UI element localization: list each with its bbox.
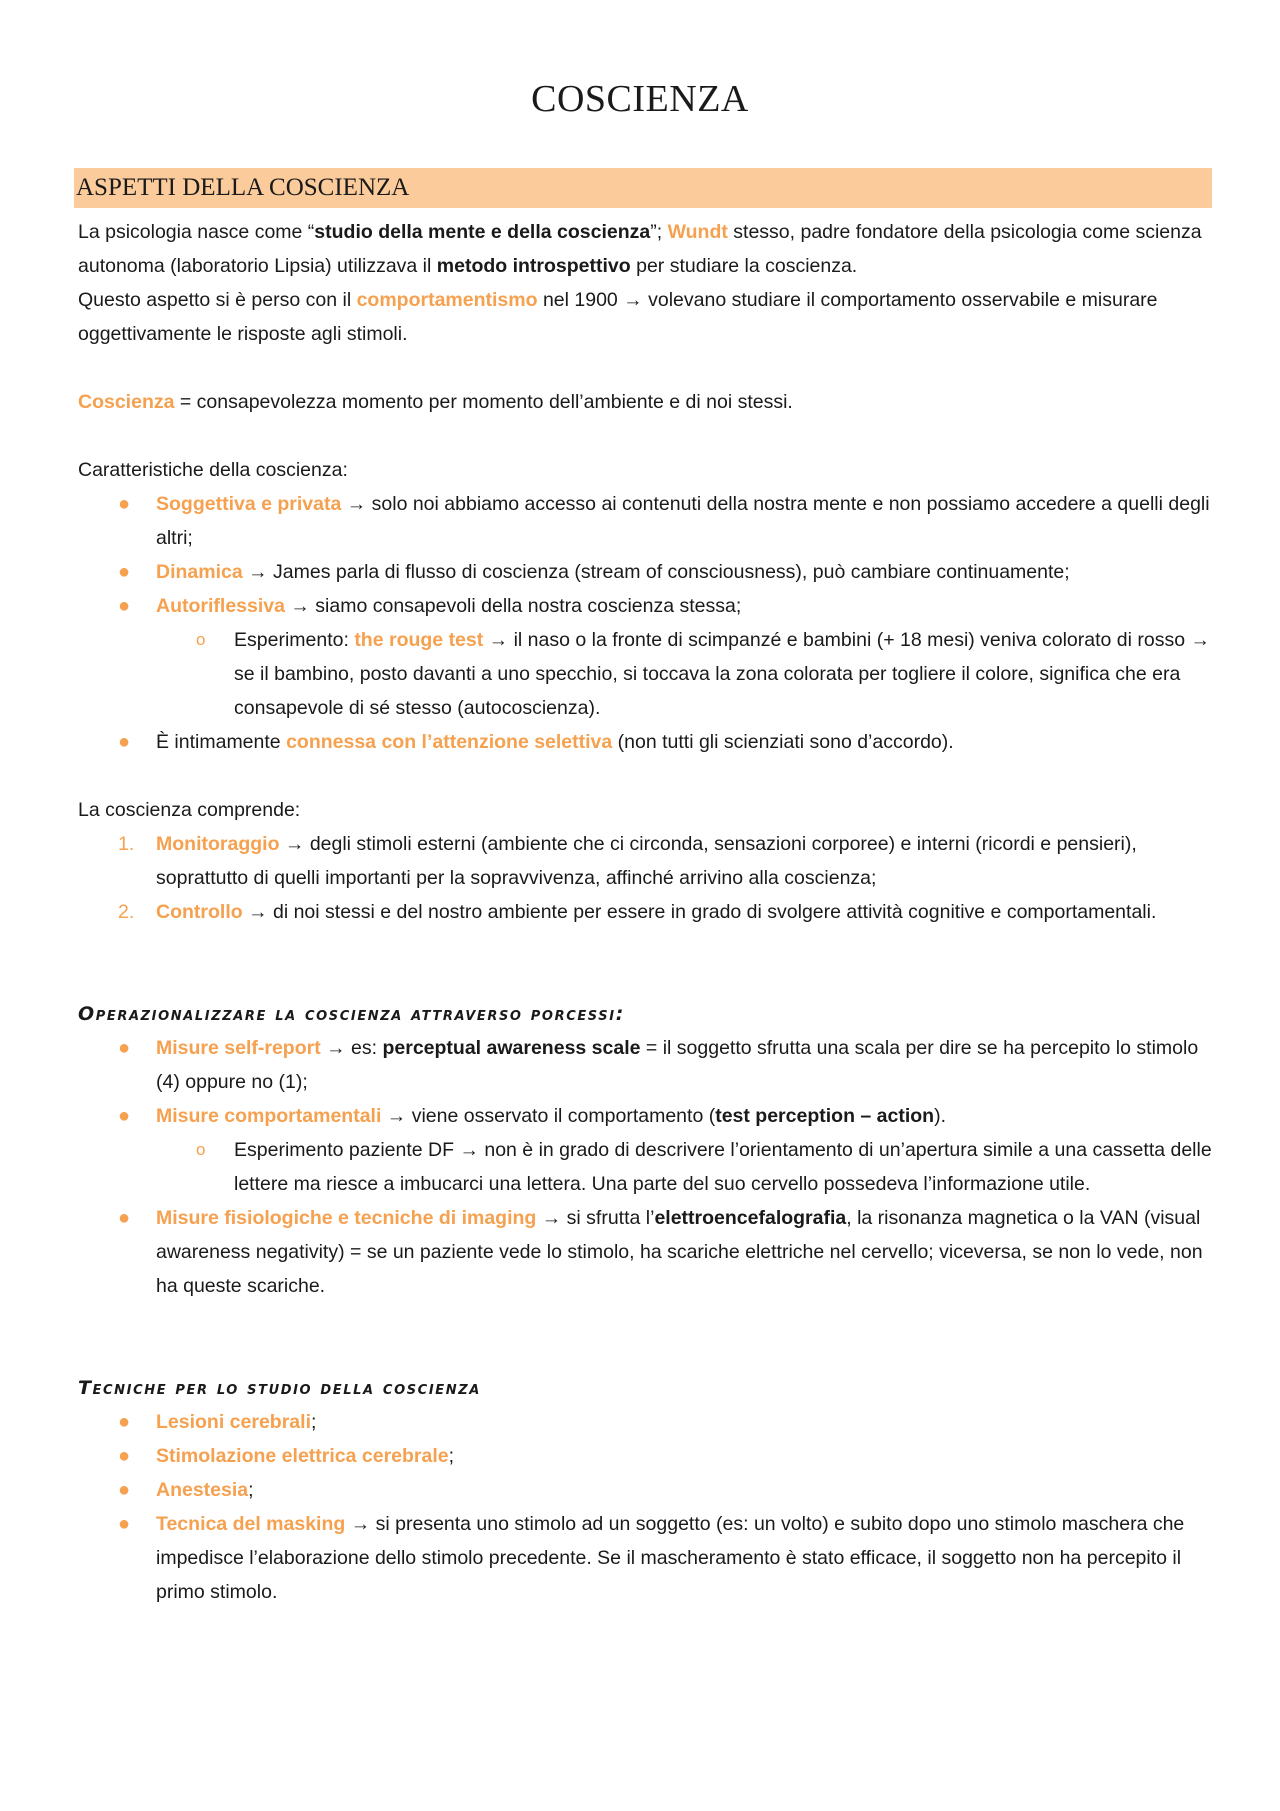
bullet-icon: ●	[118, 595, 131, 617]
list-item: ● Anestesia;	[78, 1473, 1218, 1507]
list-item: ● Lesioni cerebrali;	[78, 1405, 1218, 1439]
list-item: 1. Monitoraggio → degli stimoli esterni (ambiente che ci circonda, sensazioni corporee) e interni (ricordi e pensieri), soprattutto di quelli importanti per la sopravvivenza, affinché arrivino alla coscienza;	[118, 833, 1137, 889]
bullet-icon: ●	[118, 493, 131, 515]
bullet-icon: ●	[118, 561, 131, 583]
list-item: 2. Controllo → di noi stessi e del nostro ambiente per essere in grado di svolgere attività cognitive e comportamentali.	[118, 901, 1157, 923]
list-item: ● Misure comportamentali → viene osservato il comportamento (test perception – action).	[78, 1099, 1218, 1133]
techniques-list	[78, 1405, 1218, 1609]
list-item: o Esperimento: the rouge test → il naso o la fronte di scimpanzé e bambini (+ 18 mesi) veniva colorato di rosso → se il bambino, posto davanti a uno specchio, si toccava la zona colorata per togliere il colore, significa che era consapevole di sé stesso (autocoscienza).	[78, 623, 1218, 725]
features-intro: Caratteristiche della coscienza:	[78, 459, 348, 481]
list-item: ● Autoriflessiva → siamo consapevoli della nostra coscienza stessa;	[78, 589, 1218, 623]
bullet-icon: ●	[118, 1445, 131, 1467]
measures-list	[78, 1031, 1218, 1133]
list-item: ● Dinamica → James parla di flusso di coscienza (stream of consciousness), può cambiare continuamente;	[78, 555, 1218, 589]
definition-paragraph: Coscienza = consapevolezza momento per momento dell’ambiente e di noi stessi.	[78, 391, 793, 413]
features-list	[78, 487, 1218, 623]
measures-list-cont	[78, 1201, 1218, 1303]
list-item: ● Tecnica del masking → si presenta uno stimolo ad un soggetto (es: un volto) e subito dopo uno stimolo maschera che impedisce l’elaborazione dello stimolo precedente. Se il mascheramento è stato efficace, il soggetto non ha percepito il primo stimolo.	[78, 1507, 1218, 1609]
document-content	[78, 215, 1218, 1609]
bullet-icon: ●	[118, 1207, 131, 1229]
list-item: o Esperimento paziente DF → non è in grado di descrivere l’orientamento di un’apertura simile a una cassetta delle lettere ma riesce a imbucarci una lettera. Una parte del suo cervello possedeva l’informazione utile.	[78, 1133, 1218, 1201]
page-title: COSCIENZA	[531, 78, 749, 120]
sub-list	[78, 623, 1218, 725]
features-list-cont	[78, 725, 1218, 759]
section-heading-operazionalizzare: Operazionalizzare la coscienza attraverso porcessi:	[78, 1003, 625, 1025]
list-item: ● Misure self-report → es: perceptual awareness scale = il soggetto sfrutta una scala per dire se ha percepito lo stimolo (4) oppure no (1);	[78, 1031, 1218, 1099]
section-heading-tecniche: Tecniche per lo studio della coscienza	[78, 1377, 481, 1399]
bullet-icon: ●	[118, 1411, 131, 1433]
sub-list	[78, 1133, 1218, 1201]
list-item: ● Stimolazione elettrica cerebrale;	[78, 1439, 1218, 1473]
section-heading-aspetti: ASPETTI DELLA COSCIENZA	[74, 168, 1212, 208]
intro-paragraph: La psicologia nasce come “studio della mente e della coscienza”; Wundt stesso, padre fondatore della psicologia come scienza autonoma (laboratorio Lipsia) utilizzava il metodo introspettivo per studiare la coscienza.	[78, 221, 1202, 277]
bullet-icon: ●	[118, 731, 131, 753]
list-item: ● Soggettiva e privata → solo noi abbiamo accesso ai contenuti della nostra mente e non possiamo accedere a quelli degli altri;	[78, 487, 1218, 555]
circle-bullet-icon: o	[196, 630, 206, 649]
bullet-icon: ●	[118, 1479, 131, 1501]
list-item: ● È intimamente connessa con l’attenzione selettiva (non tutti gli scienziati sono d’accordo).	[78, 725, 1218, 759]
bullet-icon: ●	[118, 1513, 131, 1535]
bullet-icon: ●	[118, 1105, 131, 1127]
list-item: ● Misure fisiologiche e tecniche di imaging → si sfrutta l’elettroencefalografia, la risonanza magnetica o la VAN (visual awareness negativity) = se un paziente vede lo stimolo, ha scariche elettriche nel cervello; viceversa, se non lo vede, non ha queste scariche.	[78, 1201, 1218, 1303]
includes-intro: La coscienza comprende:	[78, 799, 301, 821]
circle-bullet-icon: o	[196, 1140, 206, 1159]
behaviorism-paragraph: Questo aspetto si è perso con il comportamentismo nel 1900 → volevano studiare il comportamento osservabile e misurare oggettivamente le risposte agli stimoli.	[78, 289, 1158, 345]
includes-list	[78, 827, 1218, 929]
bullet-icon: ●	[118, 1037, 131, 1059]
